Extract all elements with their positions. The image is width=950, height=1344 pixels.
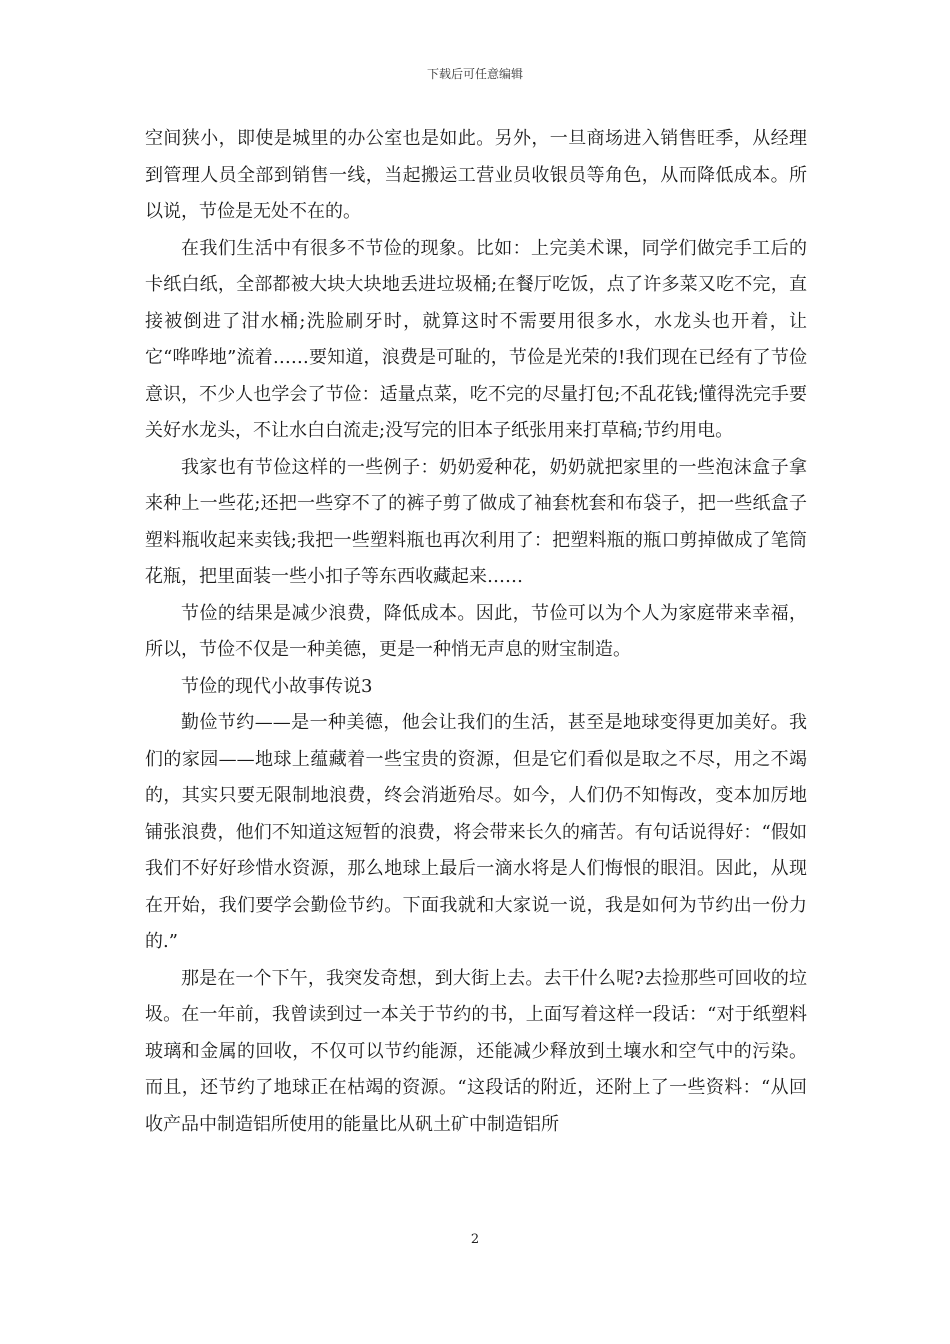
document-body [145, 121, 807, 1143]
paragraph: 那是在一个下午，我突发奇想，到大街上去。去干什么呢?去捡那些可回收的垃圾。在一年前，我曾读到过一本关于节约的书，上面写着这样一段话：“对于纸塑料玻璃和金属的回收，不仅可以节约能源，还能减少释放到土壤水和空气中的污染。而且，还节约了地球正在枯竭的资源。“这段话的附近，还附上了一些资料：“从回收产品中制造铝所使用的能量比从矾土矿中制造铝所 [145, 967, 807, 1135]
page-header: 下载后可任意编辑 [426, 67, 523, 81]
page-number: 2 [470, 1232, 480, 1247]
paragraph: 我家也有节俭这样的一些例子：奶奶爱种花，奶奶就把家里的一些泡沫盒子拿来种上一些花;还把一些穿不了的裤子剪了做成了袖套枕套和布袋子，把一些纸盒子塑料瓶收起来卖钱;我把一些塑料瓶也再次利用了：把塑料瓶的瓶口剪掉做成了笔筒花瓶，把里面装一些小扣子等东西收藏起来…… [145, 456, 807, 587]
paragraph: 节俭的结果是减少浪费，降低成本。因此，节俭可以为个人为家庭带来幸福，所以，节俭不仅是一种美德，更是一种悄无声息的财宝制造。 [145, 602, 807, 660]
paragraph: 勤俭节约——是一种美德，他会让我们的生活，甚至是地球变得更加美好。我们的家园——地球上蕴藏着一些宝贵的资源，但是它们看似是取之不尽，用之不竭的，其实只要无限制地浪费，终会消逝殆尽。如今，人们仍不知悔改，变本加厉地铺张浪费，他们不知道这短暂的浪费，将会带来长久的痛苦。有句话说得好：“假如我们不好好珍惜水资源，那么地球上最后一滴水将是人们悔恨的眼泪。因此，从现在开始，我们要学会勤俭节约。下面我就和大家说一说，我是如何为节约出一份力的.” [145, 712, 807, 952]
paragraph: 空间狭小，即使是城里的办公室也是如此。另外，一旦商场进入销售旺季，从经理到管理人员全部到销售一线，当起搬运工营业员收银员等角色，从而降低成本。所以说，节俭是无处不在的。 [145, 128, 807, 222]
section-heading: 节俭的现代小故事传说3 [181, 675, 373, 697]
paragraph: 在我们生活中有很多不节俭的现象。比如：上完美术课，同学们做完手工后的卡纸白纸，全部都被大块大块地丢进垃圾桶;在餐厅吃饭，点了许多菜又吃不完，直接被倒进了泔水桶;洗脸刷牙时，就算这时不需要用很多水，水龙头也开着，让它“哗哗地”流着……要知道，浪费是可耻的，节俭是光荣的!我们现在已经有了节俭意识，不少人也学会了节俭：适量点菜，吃不完的尽量打包;不乱花钱;懂得洗完手要关好水龙头，不让水白白流走;没写完的旧本子纸张用来打草稿;节约用电。 [145, 237, 807, 441]
